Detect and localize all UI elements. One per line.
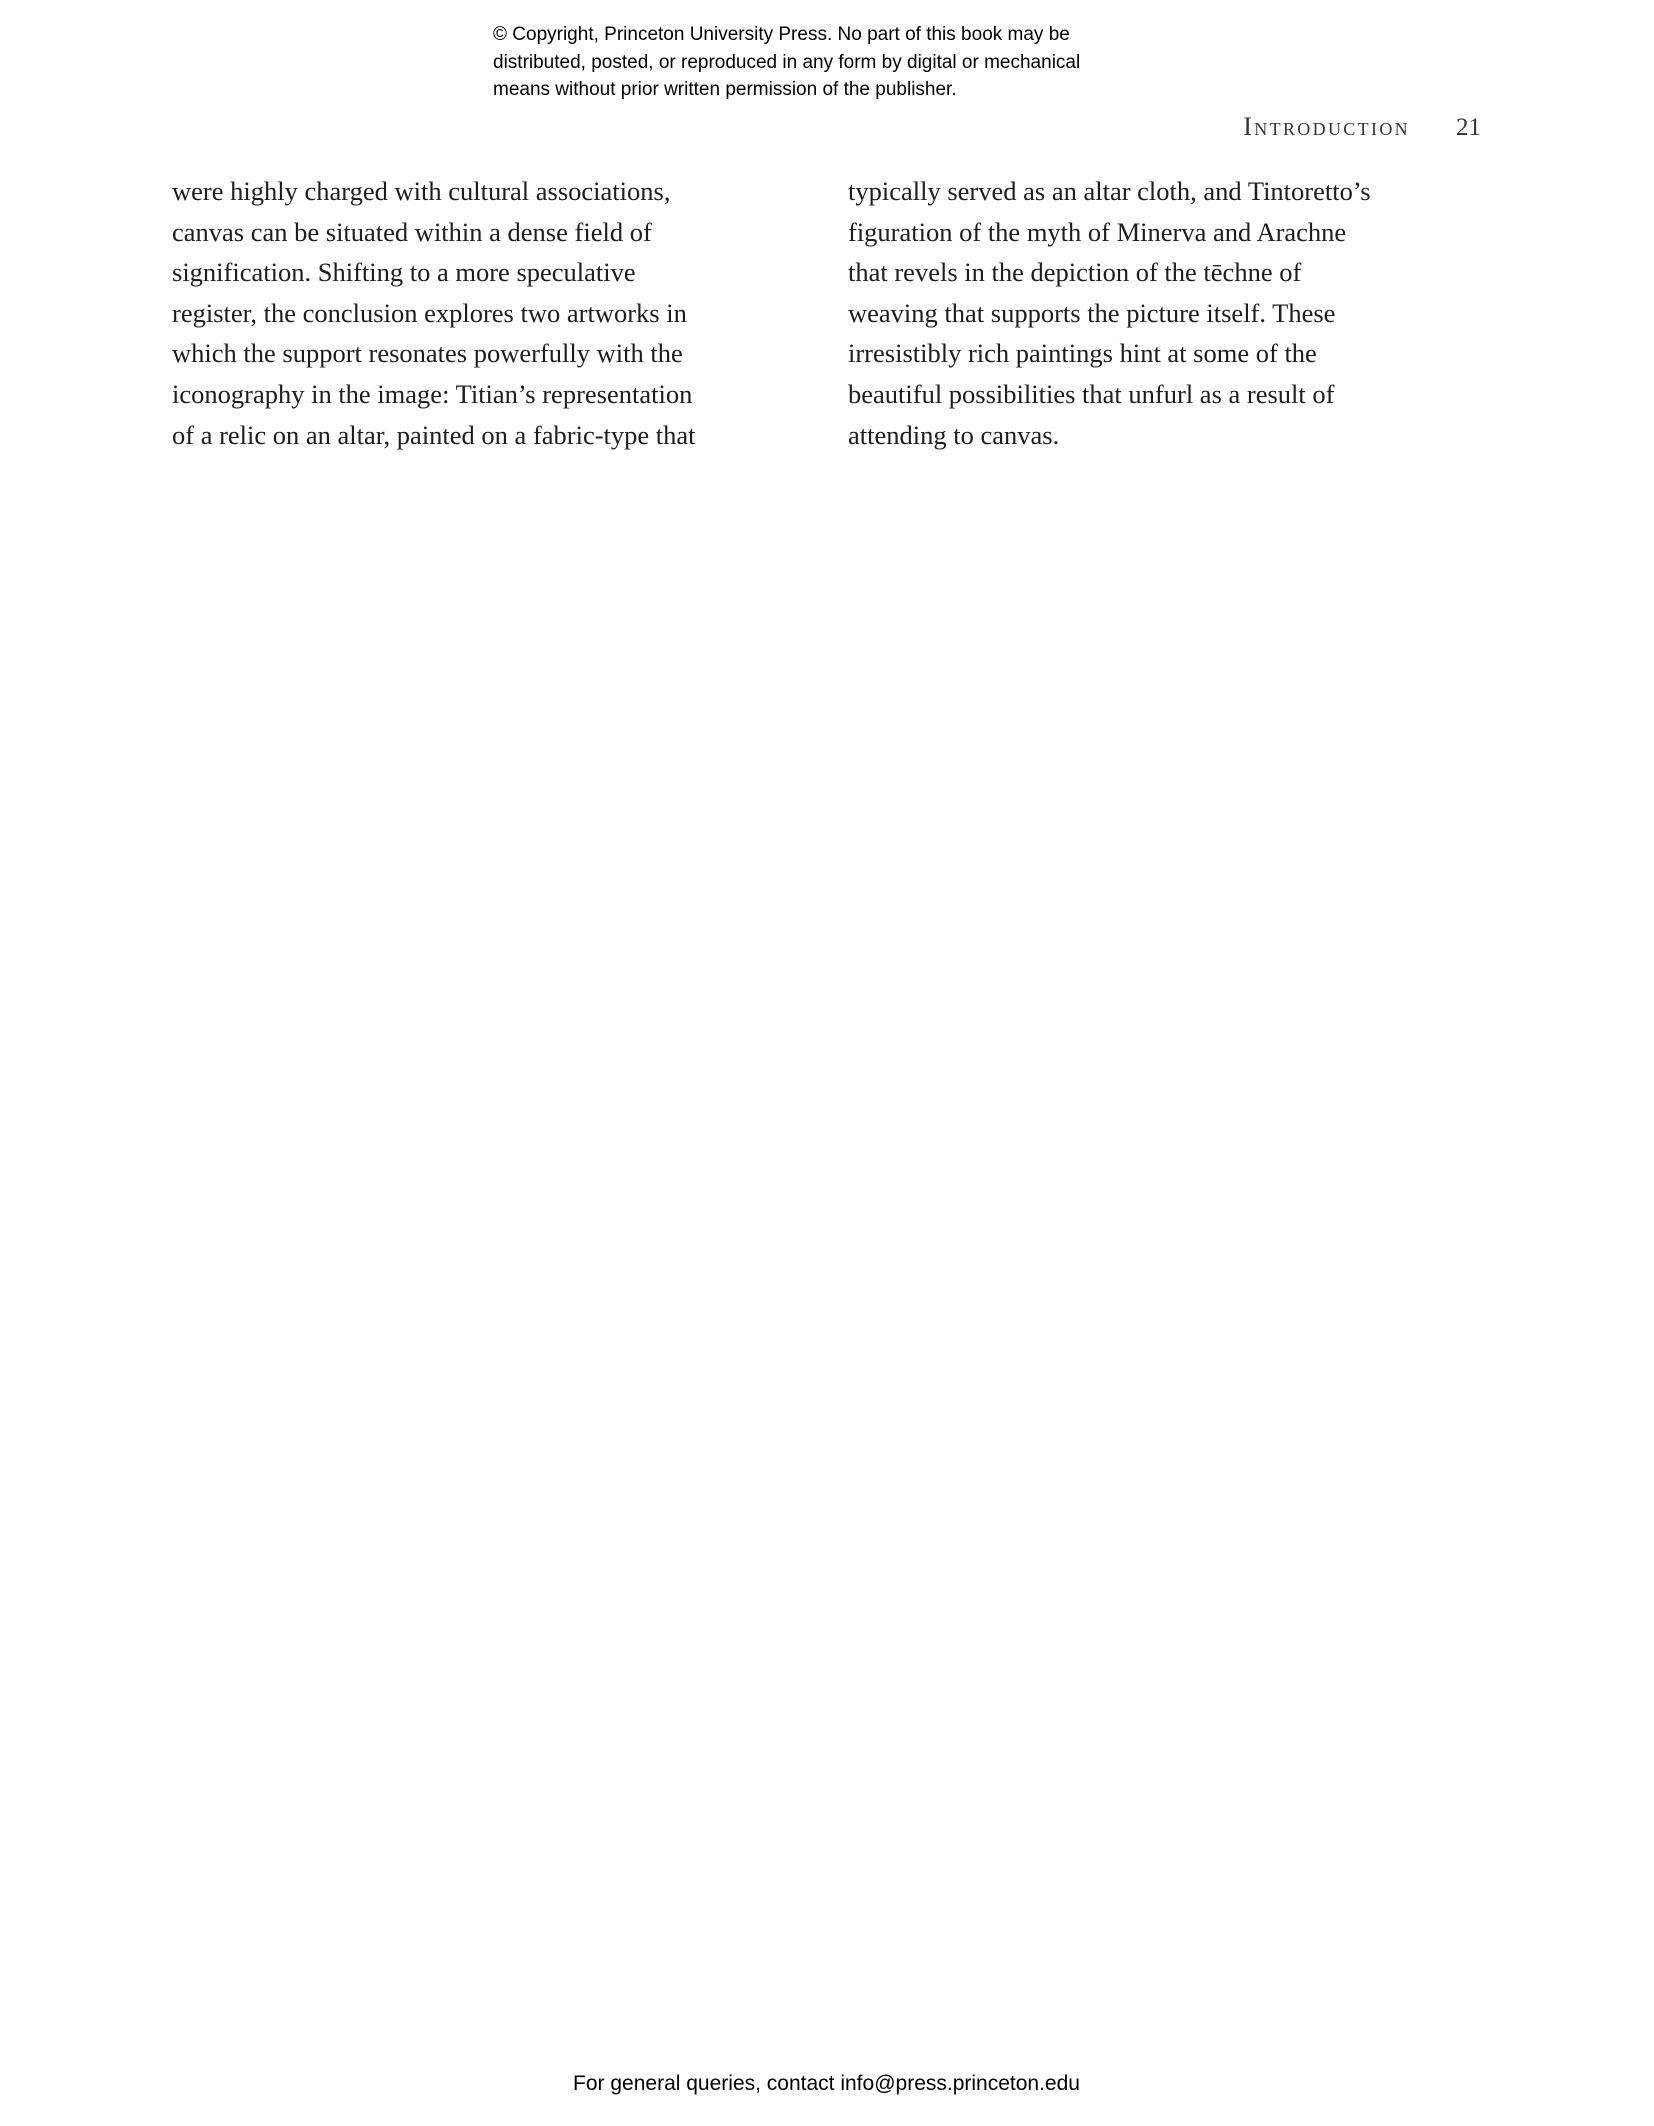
footer-queries-note: For general queries, contact info@press.princeton.edu (573, 2072, 1080, 2095)
text-line: register, the conclusion explores two artworks in (172, 297, 687, 328)
text-line: irresistibly rich paintings hint at some of the (848, 338, 1317, 369)
text-line: which the support resonates powerfully with the (172, 338, 683, 369)
text-line: © Copyright, Princeton University Press. No part of this book may be (493, 24, 1070, 45)
text-line: signification. Shifting to a more speculative (172, 257, 636, 288)
text-column-left (172, 171, 805, 455)
text-line: distributed, posted, or reproduced in any form by digital or mechanical (493, 51, 1081, 73)
text-line: means without prior written permission of the publisher. (493, 79, 957, 100)
running-head-title: Introduction (1243, 112, 1410, 141)
text-line: canvas can be situated within a dense field of (172, 216, 652, 247)
body-text (172, 171, 1481, 455)
text-line: attending to canvas. (848, 419, 1060, 450)
running-header (172, 112, 1481, 142)
text-line: of a relic on an altar, painted on a fabric-type that (172, 419, 696, 450)
text-line: weaving that supports the picture itself. These (848, 297, 1336, 328)
page-number: 21 (1456, 114, 1481, 141)
text-line: iconography in the image: Titian’s representation (172, 378, 693, 409)
copyright-notice (493, 21, 1193, 104)
text-line: were highly charged with cultural associations, (172, 176, 671, 206)
text-line: that revels in the depiction of the tēchne of (848, 257, 1302, 288)
text-column-right (848, 171, 1481, 455)
text-line: beautiful possibilities that unfurl as a result of (848, 378, 1335, 409)
text-line: figuration of the myth of Minerva and Arachne (848, 216, 1347, 247)
text-line: typically served as an altar cloth, and Tintoretto’s (848, 176, 1371, 206)
